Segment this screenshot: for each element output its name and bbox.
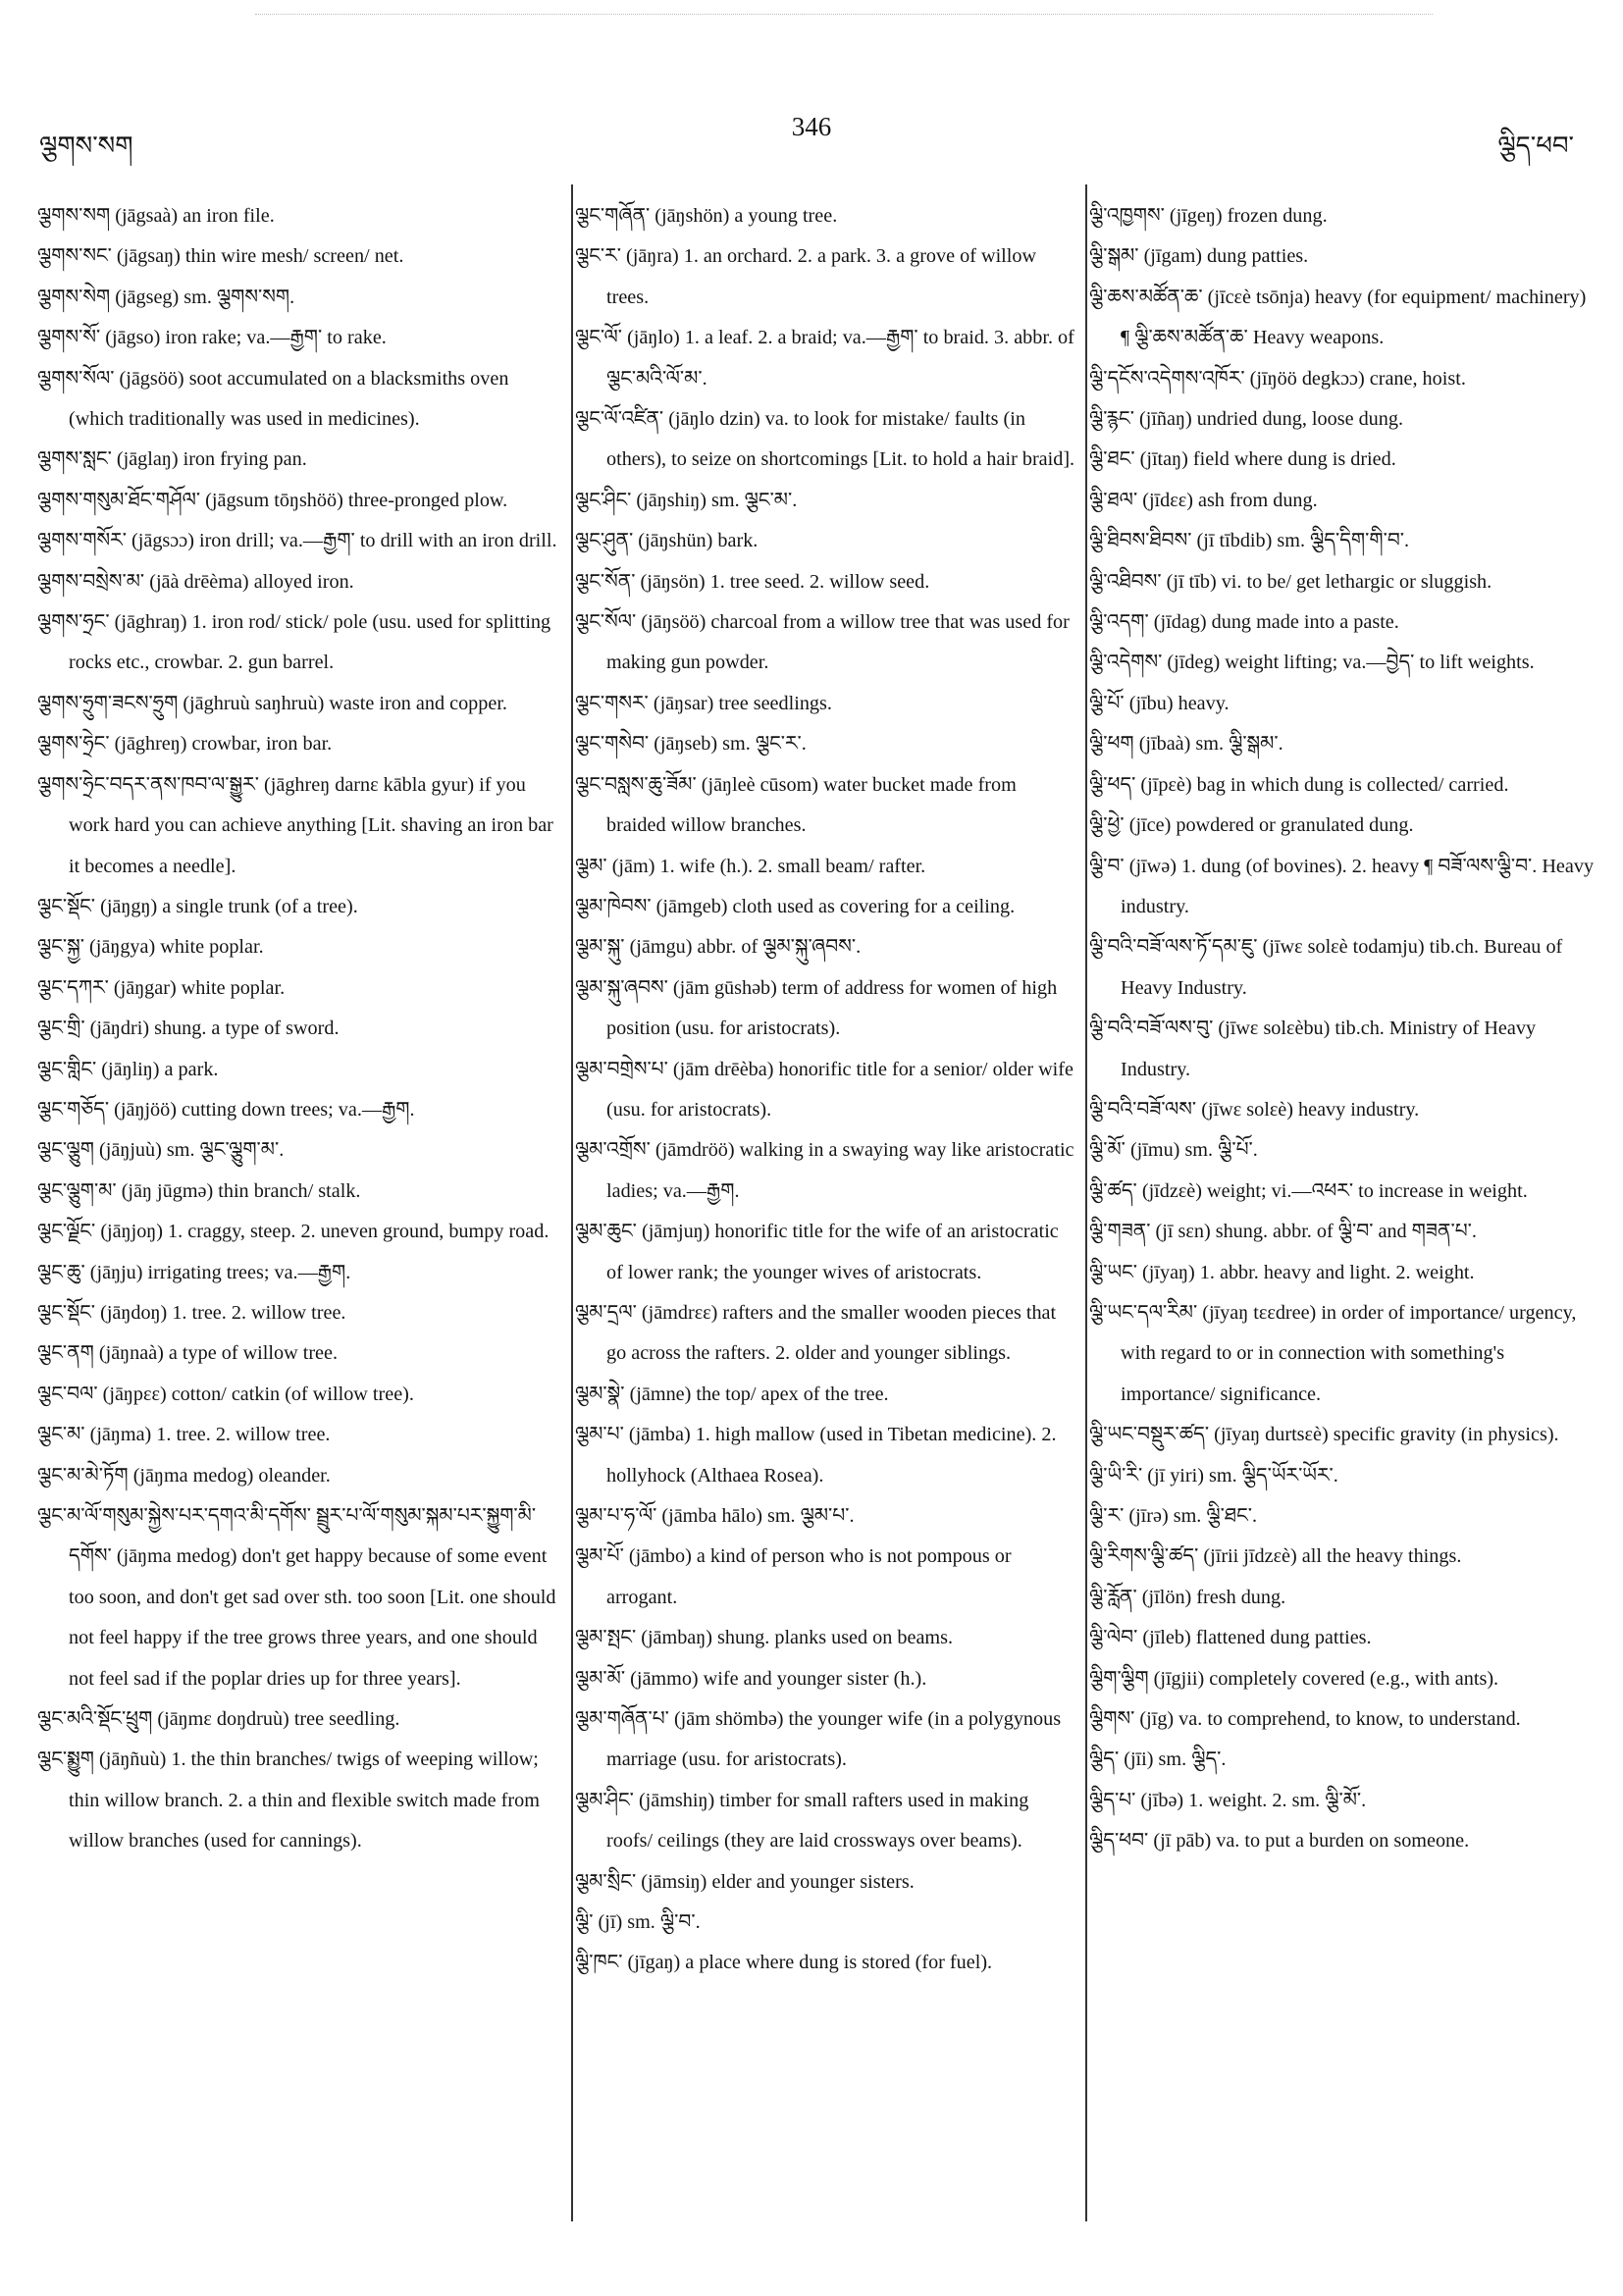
dictionary-entry: ལྕམ་སྣེ་ (jāmne) the top/ apex of the tree. [575, 1383, 889, 1405]
dictionary-entry: ལྕང་བལ་ (jāŋpɛɛ) cotton/ catkin (of willow tree). [37, 1383, 414, 1405]
dictionary-entry: ལྕི་ཡི་རི་ (jī yiri) sm. ལྕིད་ཡོར་ཡོར་. [1089, 1464, 1338, 1487]
column-divider-1 [571, 184, 573, 2221]
dictionary-entry: ལྕམ་སྐུ་ (jāmgu) abbr. of ལྕམ་སྐུ་ཞབས་. [575, 936, 862, 959]
dictionary-entry: ལྕང་ནག (jāŋnaà) a type of willow tree. [37, 1342, 339, 1365]
dictionary-entry: ལྕིག་ལྕིག (jīgjii) completely covered (e.g., with ants). [1089, 1667, 1499, 1690]
dictionary-column-1 [37, 196, 559, 1862]
dictionary-entry: ལྕགས་སག (jāgsaà) an iron file. [37, 205, 275, 227]
dictionary-entry: ལྕིད་ཕབ་ (jī pāb) va. to put a burden on someone. [1089, 1830, 1470, 1852]
dictionary-entry: ལྕང་གསར་ (jāŋsar) tree seedlings. [575, 692, 832, 714]
dictionary-entry: ལྕམ་པ་ (jāmba) 1. high mallow (used in Tibetan medicine). 2. hollyhock (Althaea Rosea). [575, 1424, 1057, 1487]
dictionary-entry: ལྕམ་སྲིང་ (jāmsiŋ) elder and younger sisters. [575, 1870, 915, 1893]
dictionary-entry: ལྕི་གཟན་ (jī sɛn) shung. abbr. of ལྕི་བ་ and གཟན་པ་. [1089, 1221, 1477, 1243]
dictionary-entry: ལྕམ་དྲལ་ (jāmdrɛɛ) rafters and the smaller wooden pieces that go across the rafters. 2. older and younger siblings. [575, 1301, 1057, 1365]
dictionary-entry: ལྕི་པོ་ (jību) heavy. [1089, 692, 1230, 714]
dictionary-entry: ལྕང་ལྗོང་ (jāŋjoŋ) 1. craggy, steep. 2. uneven ground, bumpy road. [37, 1221, 550, 1243]
dictionary-entry: ལྕམ་མོ་ (jāmmo) wife and younger sister (h.). [575, 1667, 927, 1690]
dictionary-entry: ལྕི་འདག་ (jīdag) dung made into a paste. [1089, 611, 1399, 634]
dictionary-entry: ལྕི་ར་ (jīrə) sm. ལྕི་ཐང་. [1089, 1505, 1258, 1527]
dictionary-entry: ལྕི་ལེབ་ (jīleb) flattened dung patties. [1089, 1627, 1372, 1649]
dictionary-entry: ལྕམ་སྐུ་ཞབས་ (jām gūshəb) term of address for women of high position (usu. for aristocrats). [575, 976, 1058, 1040]
dictionary-entry: ལྕི་བའི་བཟོ་ལས་བུ་ (jīwɛ solɛèbu) tib.ch. Ministry of Heavy Industry. [1089, 1018, 1537, 1080]
dictionary-entry: ལྕགས་གསུམ་ཐོང་གཤོལ་ (jāgsum tōŋshöö) three-pronged plow. [37, 489, 508, 511]
dictionary-entry: ལྕང་མ་མེ་ཏོག (jāŋma medog) oleander. [37, 1464, 331, 1487]
dictionary-entry: ལྕམ་གཞོན་པ་ (jām shömbə) the younger wife (in a polygynous marriage (usu. for aristocrats). [575, 1708, 1062, 1771]
dictionary-entry: ལྕི་བའི་བཟོ་ལས་ཏོ་དམ་ཇུ་ (jīwɛ solɛè todamju) tib.ch. Bureau of Heavy Industry. [1089, 936, 1563, 999]
dictionary-column-2 [575, 196, 1075, 1984]
dictionary-entry: ལྕམ་འགྲོས་ (jāmdröö) walking in a swaying way like aristocratic ladies; va.—རྒྱག. [575, 1139, 1074, 1202]
dictionary-entry: ལྕི་ཐལ་ (jīdɛɛ) ash from dung. [1089, 489, 1318, 511]
dictionary-entry: ལྕི་མོ་ (jīmu) sm. ལྕི་པོ་. [1089, 1139, 1258, 1162]
dictionary-entry: ལྕགས་ཧྲེང་བདར་ནས་ཁབ་ལ་སྒྱུར་ (jāghreŋ darnɛ kābla gyur) if you work hard you can achieve anything [Lit. shaving an iron bar it becomes a needle]. [37, 773, 553, 877]
dictionary-entry: ལྕང་གཞོན་ (jāŋshön) a young tree. [575, 205, 838, 227]
dictionary-entry: ལྕིགས་ (jīg) va. to comprehend, to know, to understand. [1089, 1708, 1521, 1731]
scan-top-dotted-line [255, 14, 1433, 15]
dictionary-entry: ལྕང་སྡོང་ (jāŋdoŋ) 1. tree. 2. willow tree. [37, 1301, 346, 1324]
dictionary-entry: ལྕི་ཚད་ (jīdzɛè) weight; vi.—འཕར་ to increase in weight. [1089, 1179, 1528, 1202]
dictionary-entry: ལྕང་ཤུན་ (jāŋshün) bark. [575, 530, 759, 552]
dictionary-entry: ལྕགས་སེག (jāgseg) sm. ལྕགས་སག. [37, 286, 295, 308]
column-divider-2 [1085, 184, 1087, 2221]
dictionary-entry: ལྕི་བ་ (jīwə) 1. dung (of bovines). 2. heavy ¶ བཟོ་ལས་ལྕི་བ་. Heavy industry. [1089, 855, 1595, 917]
dictionary-entry: ལྕི་ཆས་མཚོན་ཆ་ (jīcɛè tsōnja) heavy (for equipment/ machinery) ¶ ལྕི་ཆས་མཚོན་ཆ་ Heavy weapons. [1089, 286, 1587, 349]
page-number: 346 [791, 112, 832, 141]
dictionary-entry: ལྕང་ཆུ་ (jāŋju) irrigating trees; va.—རྒྱག. [37, 1261, 351, 1283]
dictionary-entry: ལྕང་སོན་ (jāŋsön) 1. tree seed. 2. willow seed. [575, 570, 930, 593]
dictionary-entry: ལྕི་ཡང་བསྡུར་ཚད་ (jīyaŋ durtsɛè) specific gravity (in physics). [1089, 1424, 1559, 1446]
dictionary-column-3 [1089, 196, 1599, 1862]
dictionary-entry: ལྕང་སོལ་ (jāŋsöö) charcoal from a willow tree that was used for making gun powder. [575, 611, 1070, 674]
dictionary-entry: ལྕི་འདེགས་ (jīdeg) weight lifting; va.—བྱེད་ to lift weights. [1089, 652, 1535, 674]
dictionary-entry: ལྕམ་བགྲེས་པ་ (jām drēèba) honorific title for a senior/ older wife (usu. for aristocrats). [575, 1058, 1073, 1121]
dictionary-entry: ལྕགས་བསྲེས་མ་ (jāà drēèma) alloyed iron. [37, 570, 354, 593]
header-left-guide-word: ལྕགས་སག [39, 131, 133, 160]
dictionary-entry: ལྕགས་སོ་ (jāgso) iron rake; va.—རྒྱག་ to rake. [37, 327, 387, 349]
dictionary-entry: ལྕང་ར་ (jāŋra) 1. an orchard. 2. a park. 3. a grove of willow trees. [575, 245, 1037, 308]
header-right-guide-word: ལྕིད་ཕབ་ [1497, 131, 1574, 160]
dictionary-entry: ལྕང་མའི་སྡོང་ཕྲུག (jāŋmɛ doŋdruù) tree seedling. [37, 1708, 400, 1731]
dictionary-entry: ལྕི་རློན་ (jīlön) fresh dung. [1089, 1586, 1286, 1608]
dictionary-entry: ལྕང་གྲི་ (jāŋdri) shung. a type of sword. [37, 1018, 340, 1040]
dictionary-entry: ལྕམ་པོ་ (jāmbo) a kind of person who is not pompous or arrogant. [575, 1545, 1012, 1608]
dictionary-entry: ལྕགས་ཧྲེང་ (jāghreŋ) crowbar, iron bar. [37, 733, 333, 756]
dictionary-entry: ལྕང་ཤིང་ (jāŋshiŋ) sm. ལྕང་མ་. [575, 489, 798, 511]
dictionary-entry: ལྕང་ལྕུག་མ་ (jāŋ jūgmə) thin branch/ stalk. [37, 1179, 361, 1202]
dictionary-entry: ལྕམ་པ་ཧ་ལོ་ (jāmba hālo) sm. ལྕམ་པ་. [575, 1505, 855, 1527]
dictionary-entry: ལྕི་འཐིབས་ (jī tīb) vi. to be/ get lethargic or sluggish. [1089, 570, 1492, 593]
dictionary-entry: ལྕིད་པ་ (jībə) 1. weight. 2. sm. ལྕི་མོ་. [1089, 1789, 1367, 1811]
dictionary-entry: ལྕི་ཡང་ (jīyaŋ) 1. abbr. heavy and light. 2. weight. [1089, 1261, 1475, 1283]
dictionary-entry: ལྕམ་ཆུང་ (jāmjuŋ) honorific title for the wife of an aristocratic of lower rank; the younger wives of aristocrats. [575, 1221, 1059, 1283]
dictionary-entry: ལྕི་བའི་བཟོ་ལས་ (jīwɛ solɛè) heavy industry. [1089, 1098, 1420, 1121]
dictionary-entry: ལྕང་དཀར་ (jāŋgar) white poplar. [37, 976, 286, 999]
dictionary-entry: ལྕང་གླིང་ (jāŋliŋ) a park. [37, 1058, 219, 1080]
dictionary-entry: ལྕགས་གསོར་ (jāgsɔɔ) iron drill; va.—རྒྱག་ to drill with an iron drill. [37, 530, 557, 552]
dictionary-entry: ལྕང་མ་ (jāŋma) 1. tree. 2. willow tree. [37, 1424, 331, 1446]
dictionary-entry: ལྕགས་སླང་ (jāglaŋ) iron frying pan. [37, 448, 307, 471]
dictionary-entry: ལྕང་མ་ལོ་གསུམ་སྐྱེས་པར་དགའ་མི་དགོས་ སྦྲུར་པ་ལོ་གསུམ་སྐམ་པར་སྐྱུག་མི་དགོས་ (jāŋma medog) don't get happy because of some event too soon, and don't get sad over sth. too soon [Lit. one should not feel happy if the tree grows three years, and one should not feel sad if the poplar dries up for three years]. [37, 1505, 556, 1690]
dictionary-entry: ལྕགས་སོལ་ (jāgsöö) soot accumulated on a blacksmiths oven (which traditionally was used in medicines). [37, 367, 509, 431]
dictionary-entry: ལྕམ་ཤིང་ (jāmshiŋ) timber for small rafters used in making roofs/ ceilings (they are laid crossways over beams). [575, 1789, 1029, 1852]
dictionary-entry: ལྕི་ཕག (jībaà) sm. ལྕི་སྒམ་. [1089, 733, 1283, 756]
dictionary-entry: ལྕམ་སྤང་ (jāmbaŋ) shung. planks used on beams. [575, 1627, 954, 1649]
dictionary-entry: ལྕི་ཡང་དལ་རིམ་ (jīyaŋ tɛɛdree) in order of importance/ urgency, with regard to or in connection with something's importance/ significance. [1089, 1301, 1577, 1405]
dictionary-entry: ལྕང་སྡོང་ (jāŋgŋ) a single trunk (of a tree). [37, 895, 358, 917]
dictionary-entry: ལྕང་ལོ་ (jāŋlo) 1. a leaf. 2. a braid; va.—རྒྱག་ to braid. 3. abbr. of ལྕང་མའི་ལོ་མ་. [575, 327, 1074, 390]
dictionary-entry: ལྕམ་ཁེབས་ (jāmgeb) cloth used as covering for a ceiling. [575, 895, 1016, 917]
dictionary-entry: ལྕམ་ (jām) 1. wife (h.). 2. small beam/ rafter. [575, 855, 926, 877]
dictionary-entry: ལྕི་རིགས་ལྕི་ཚད་ (jīrii jīdzɛè) all the heavy things. [1089, 1545, 1462, 1568]
dictionary-entry: ལྕང་གཅོད་ (jāŋjöö) cutting down trees; va.—རྒྱག. [37, 1098, 415, 1121]
dictionary-entry: ལྕང་སྨྱུག (jāŋñuù) 1. the thin branches/ twigs of weeping willow; thin willow branch. 2. a thin and flexible switch made from willow branches (used for cannings). [37, 1748, 540, 1852]
dictionary-entry: ལྕགས་ཧྲང་ (jāghraŋ) 1. iron rod/ stick/ pole (usu. used for splitting rocks etc., crowbar. 2. gun barrel. [37, 611, 551, 674]
dictionary-entry: ལྕི་ཐིབས་ཐིབས་ (jī tībdib) sm. ལྕིད་དིག་གི་བ་. [1089, 530, 1410, 552]
dictionary-entry: ལྕི་ (jī) sm. ལྕི་བ་. [575, 1911, 701, 1934]
dictionary-entry: ལྕང་བསླས་ཆུ་ཟོམ་ (jāŋleè cūsom) water bucket made from braided willow branches. [575, 773, 1017, 837]
dictionary-entry: ལྕིད་ (jīi) sm. ལྕིད་. [1089, 1748, 1227, 1771]
dictionary-entry: ལྕི་ཕྱེ་ (jīce) powdered or granulated dung. [1089, 814, 1414, 837]
dictionary-entry: ལྕང་ལོ་འཛིན་ (jāŋlo dzin) va. to look for mistake/ faults (in others), to seize on shortcomings [Lit. to hold a hair braid]. [575, 408, 1075, 471]
dictionary-entry: ལྕི་ཕད་ (jīpɛè) bag in which dung is collected/ carried. [1089, 773, 1509, 796]
dictionary-entry: ལྕི་སྒམ་ (jīgam) dung patties. [1089, 245, 1309, 268]
dictionary-entry: ལྕང་ལྕུག (jāŋjuù) sm. ལྕང་ལྕུག་མ་. [37, 1139, 285, 1162]
dictionary-entry: ལྕི་རྙང་ (jīñaŋ) undried dung, loose dung. [1089, 408, 1404, 431]
dictionary-entry: ལྕི་འཁྱགས་ (jīgeŋ) frozen dung. [1089, 205, 1328, 227]
dictionary-entry: ལྕང་གསེབ་ (jāŋseb) sm. ལྕང་ར་. [575, 733, 807, 756]
dictionary-entry: ལྕི་དངོས་འདེགས་འཁོར་ (jīŋöö degkɔɔ) crane, hoist. [1089, 367, 1466, 390]
dictionary-entry: ལྕང་སྐྱ་ (jāŋgya) white poplar. [37, 936, 264, 959]
dictionary-entry: ལྕི་ཐང་ (jītaŋ) field where dung is dried. [1089, 448, 1396, 471]
dictionary-entry: ལྕི་ཁང་ (jīgaŋ) a place where dung is stored (for fuel). [575, 1952, 993, 1974]
dictionary-entry: ལྕགས་སང་ (jāgsaŋ) thin wire mesh/ screen/ net. [37, 245, 404, 268]
dictionary-entry: ལྕགས་ཧྲུག་ཟངས་ཧྲུག (jāghruù saŋhruù) waste iron and copper. [37, 692, 507, 714]
